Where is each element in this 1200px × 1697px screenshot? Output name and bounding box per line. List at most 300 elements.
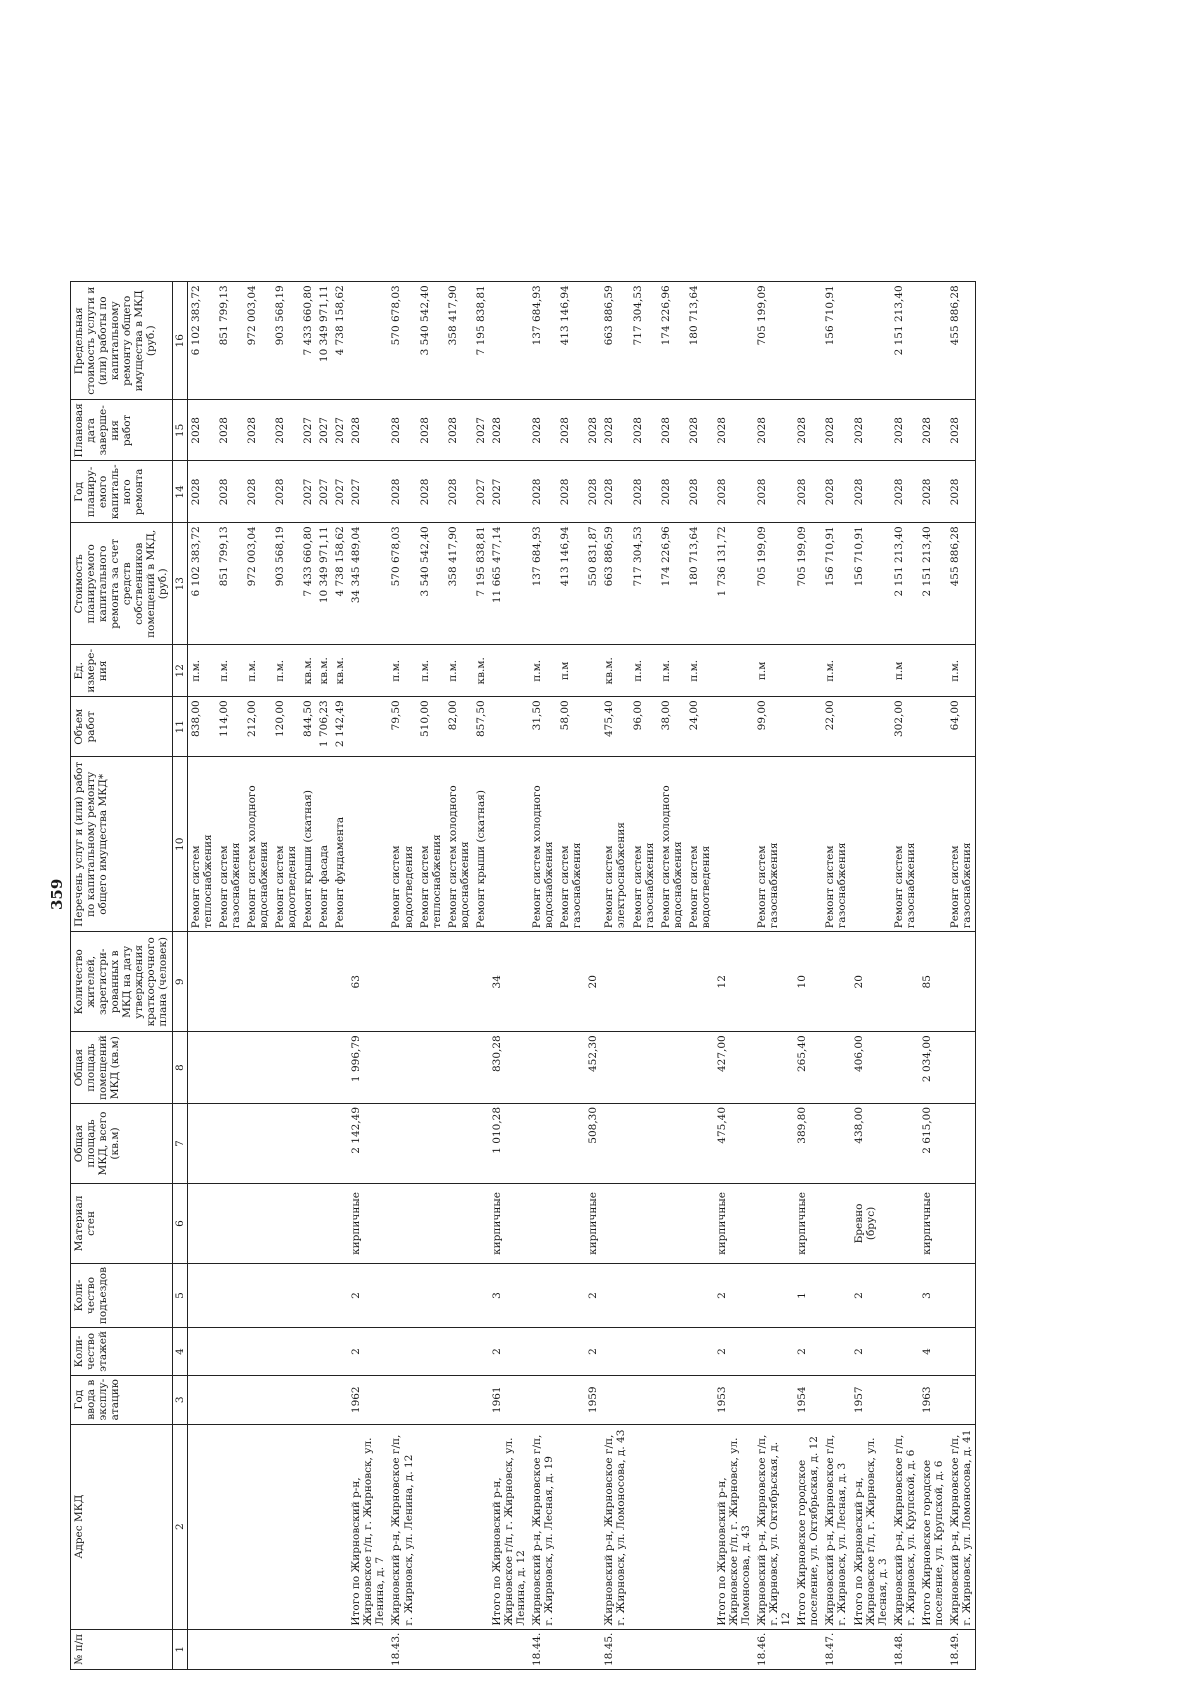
table-row <box>585 282 601 1670</box>
table-cell <box>316 1328 332 1376</box>
table-cell <box>630 1328 658 1376</box>
column-header: Количество жителей, зарегистри-рованных в МКД на дату утверждения краткосрочного плана (человек) <box>71 932 173 1032</box>
column-number: 13 <box>172 523 187 645</box>
table-cell: 389,80 <box>794 1103 822 1183</box>
table-cell: 10 349 971,11 <box>316 523 332 645</box>
table-cell <box>216 1629 244 1669</box>
table-cell: 2028 <box>714 400 754 461</box>
table-cell: 18.45. <box>601 1629 629 1669</box>
table-cell <box>187 1375 216 1424</box>
table-cell <box>187 1183 216 1263</box>
table-cell <box>244 1629 272 1669</box>
table-cell <box>919 645 947 697</box>
table-cell <box>601 932 629 1032</box>
table-cell: 2 151 213,40 <box>919 523 947 645</box>
table-cell: 20 <box>585 932 601 1032</box>
table-cell: 413 146,94 <box>557 282 585 400</box>
table-cell: 2028 <box>630 400 658 461</box>
table-cell: 2028 <box>794 461 822 523</box>
table-cell <box>417 1263 445 1327</box>
table-cell: 2028 <box>714 461 754 523</box>
table-cell <box>216 1032 244 1104</box>
table-cell: 2028 <box>947 461 976 523</box>
table-cell <box>417 1032 445 1104</box>
table-cell <box>489 757 529 932</box>
table-row <box>891 282 919 1670</box>
table-cell: 2028 <box>658 400 686 461</box>
table-cell: кирпичные <box>919 1183 947 1263</box>
table-cell: Ремонт систем газоснабжения <box>630 757 658 932</box>
table-cell: 3 540 542,40 <box>417 282 445 400</box>
column-header: Объем работ <box>71 697 173 757</box>
table-cell: 427,00 <box>714 1032 754 1104</box>
table-cell <box>529 1328 557 1376</box>
table-cell: 2 <box>348 1263 388 1327</box>
table-cell: 302,00 <box>891 697 919 757</box>
table-cell: Жирновский р-н, Жирновское г/п, г. Жирновск, ул. Ломоносова, д. 43 <box>601 1424 629 1629</box>
table-cell <box>489 1629 529 1669</box>
table-cell: 156 710,91 <box>822 282 850 400</box>
table-cell: 114,00 <box>216 697 244 757</box>
table-cell: 717 304,53 <box>630 282 658 400</box>
table-cell: 475,40 <box>714 1103 754 1183</box>
table-cell <box>794 697 822 757</box>
table-cell: 2028 <box>686 461 714 523</box>
table-cell <box>272 1629 300 1669</box>
table-cell: Ремонт систем водоотведения <box>272 757 300 932</box>
table-cell: 2028 <box>216 400 244 461</box>
table-cell: 212,00 <box>244 697 272 757</box>
table-cell: Жирновский р-н, Жирновское г/п, г. Жирновск, ул. Лесная, д. 19 <box>529 1424 557 1629</box>
table-cell: 31,50 <box>529 697 557 757</box>
table-row <box>473 282 489 1670</box>
table-cell <box>445 1032 473 1104</box>
table-cell <box>216 1375 244 1424</box>
table-cell <box>754 1103 794 1183</box>
table-cell <box>300 1032 316 1104</box>
table-cell: 2 <box>714 1328 754 1376</box>
column-number: 4 <box>172 1328 187 1376</box>
table-cell <box>601 1263 629 1327</box>
table-row <box>851 282 891 1670</box>
table-cell <box>658 1629 686 1669</box>
table-cell: 2028 <box>891 461 919 523</box>
table-cell <box>244 932 272 1032</box>
table-cell <box>300 932 316 1032</box>
table-cell <box>332 1263 348 1327</box>
table-cell <box>754 1183 794 1263</box>
table-cell <box>947 1328 976 1376</box>
table-cell <box>754 1263 794 1327</box>
table-cell <box>445 1375 473 1424</box>
table-cell: 550 831,87 <box>585 523 601 645</box>
table-cell <box>686 1375 714 1424</box>
table-cell: 358 417,90 <box>445 282 473 400</box>
table-cell <box>473 1328 489 1376</box>
column-header: Адрес МКД <box>71 1424 173 1629</box>
table-cell: 58,00 <box>557 697 585 757</box>
table-cell: 4 <box>919 1328 947 1376</box>
table-cell: 2028 <box>348 400 388 461</box>
table-cell: 265,40 <box>794 1032 822 1104</box>
table-cell <box>851 645 891 697</box>
column-number: 10 <box>172 757 187 932</box>
table-cell: Итого Жирновское городское поселение, ул. Октябрьская, д. 12 <box>794 1424 822 1629</box>
table-row <box>714 282 754 1670</box>
table-cell: п.м. <box>658 645 686 697</box>
table-cell <box>754 1375 794 1424</box>
table-cell: 2028 <box>891 400 919 461</box>
table-cell: 2028 <box>388 461 416 523</box>
table-row <box>822 282 850 1670</box>
table-cell: Жирновский р-н, Жирновское г/п, г. Жирновск, ул. Ломоносова, д. 41 <box>947 1424 976 1629</box>
table-cell: 34 <box>489 932 529 1032</box>
column-header: Общая площадь МКД, всего (кв.м) <box>71 1103 173 1183</box>
table-cell <box>388 1032 416 1104</box>
table-cell: 18.44. <box>529 1629 557 1669</box>
table-cell <box>919 697 947 757</box>
table-cell <box>473 1183 489 1263</box>
table-cell: 2 615,00 <box>919 1103 947 1183</box>
table-row <box>557 282 585 1670</box>
table-cell: 11 665 477,14 <box>489 523 529 645</box>
table-cell <box>417 1629 445 1669</box>
table-cell <box>316 1629 332 1669</box>
table-row <box>332 282 348 1670</box>
table-cell: 851 799,13 <box>216 282 244 400</box>
table-cell: 838,00 <box>187 697 216 757</box>
table-cell <box>529 1375 557 1424</box>
table-cell: 830,28 <box>489 1032 529 1104</box>
table-cell: Ремонт систем теплоснабжения <box>187 757 216 932</box>
table-cell <box>348 282 388 400</box>
table-cell: Ремонт систем холодного водоснабжения <box>529 757 557 932</box>
table-row <box>187 282 216 1670</box>
table-cell: 2028 <box>658 461 686 523</box>
table-cell: 2 151 213,40 <box>891 523 919 645</box>
table-cell <box>754 932 794 1032</box>
table-cell: 2 142,49 <box>332 697 348 757</box>
table-cell: Жирновский р-н, Жирновское г/п, г. Жирновск, ул. Лесная, д. 3 <box>822 1424 850 1629</box>
table-cell: Ремонт систем газоснабжения <box>216 757 244 932</box>
table-cell: 508,30 <box>585 1103 601 1183</box>
table-cell <box>947 932 976 1032</box>
column-header: Коли-чество этажей <box>71 1328 173 1376</box>
table-cell <box>417 1328 445 1376</box>
table-cell <box>630 1032 658 1104</box>
table-cell <box>601 1328 629 1376</box>
table-cell: 2028 <box>272 400 300 461</box>
table-cell <box>216 1424 244 1629</box>
column-number: 6 <box>172 1183 187 1263</box>
table-cell: Ремонт фундамента <box>332 757 348 932</box>
table-cell <box>489 282 529 400</box>
table-cell <box>658 1032 686 1104</box>
table-cell <box>187 1629 216 1669</box>
column-number: 14 <box>172 461 187 523</box>
column-header: Общая площадь помещений МКД (кв.м) <box>71 1032 173 1104</box>
table-cell <box>348 645 388 697</box>
table-cell <box>822 1263 850 1327</box>
table-cell <box>686 1629 714 1669</box>
table-cell: 2 <box>348 1328 388 1376</box>
table-cell: 972 003,04 <box>244 282 272 400</box>
table-cell <box>244 1263 272 1327</box>
table-cell <box>658 1263 686 1327</box>
table-cell: 851 799,13 <box>216 523 244 645</box>
table-cell: 18.48. <box>891 1629 919 1669</box>
table-cell: 1962 <box>348 1375 388 1424</box>
table-cell <box>851 282 891 400</box>
table-cell: 2028 <box>919 461 947 523</box>
table-cell <box>891 1328 919 1376</box>
table-cell <box>794 282 822 400</box>
table-cell: 99,00 <box>754 697 794 757</box>
table-cell: 1961 <box>489 1375 529 1424</box>
table-cell: 663 886,59 <box>601 282 629 400</box>
table-cell: 2028 <box>244 461 272 523</box>
table-body <box>187 282 976 1670</box>
table-cell <box>947 1263 976 1327</box>
table-cell: Ремонт систем газоснабжения <box>557 757 585 932</box>
table-row <box>794 282 822 1670</box>
table-cell <box>529 1103 557 1183</box>
table-cell: 2 <box>714 1263 754 1327</box>
column-number: 15 <box>172 400 187 461</box>
table-cell: кирпичные <box>585 1183 601 1263</box>
table-cell: Жирновский р-н, Жирновское г/п, г. Жирновск, ул. Крупской, д. 6 <box>891 1424 919 1629</box>
table-row <box>601 282 629 1670</box>
table-cell <box>658 1103 686 1183</box>
table-cell <box>630 1183 658 1263</box>
table-cell: 1 010,28 <box>489 1103 529 1183</box>
table-cell <box>585 1629 601 1669</box>
table-cell: п.м. <box>388 645 416 697</box>
table-cell: 180 713,64 <box>686 282 714 400</box>
table-cell: 2028 <box>630 461 658 523</box>
table-cell: Итого по Жирновский р-н, Жирновское г/п, г. Жирновск, ул. Ленина, д. 7 <box>348 1424 388 1629</box>
table-cell: п.м. <box>529 645 557 697</box>
table-cell <box>851 1629 891 1669</box>
table-cell: Ремонт систем газоснабжения <box>754 757 794 932</box>
table-cell <box>216 1103 244 1183</box>
table-cell <box>557 1103 585 1183</box>
table-cell: 18.43. <box>388 1629 416 1669</box>
table-cell <box>557 1375 585 1424</box>
table-cell <box>557 1328 585 1376</box>
table-cell: 180 713,64 <box>686 523 714 645</box>
table-cell <box>658 1424 686 1629</box>
table-cell: 1954 <box>794 1375 822 1424</box>
table-cell: 174 226,96 <box>658 523 686 645</box>
table-cell: 96,00 <box>630 697 658 757</box>
table-cell <box>272 1183 300 1263</box>
table-cell: 2028 <box>754 400 794 461</box>
table-cell <box>473 1375 489 1424</box>
column-header: Материал стен <box>71 1183 173 1263</box>
table-cell <box>332 932 348 1032</box>
table-cell <box>686 1032 714 1104</box>
table-cell: кв.м. <box>316 645 332 697</box>
table-cell <box>300 1375 316 1424</box>
table-cell <box>557 1032 585 1104</box>
table-cell <box>686 1103 714 1183</box>
table-cell: 2028 <box>851 461 891 523</box>
table-cell <box>529 932 557 1032</box>
repair-plan-table <box>70 281 976 1670</box>
table-cell <box>388 932 416 1032</box>
table-cell: 2 142,49 <box>348 1103 388 1183</box>
table-cell: 570 678,03 <box>388 282 416 400</box>
table-cell <box>529 1183 557 1263</box>
table-cell: 2027 <box>489 461 529 523</box>
table-cell <box>244 1103 272 1183</box>
table-cell: п.м <box>891 645 919 697</box>
table-cell <box>919 1629 947 1669</box>
table-cell <box>473 1424 489 1629</box>
table-cell <box>754 1032 794 1104</box>
table-cell <box>822 1032 850 1104</box>
table-cell: Ремонт систем холодного водоснабжения <box>445 757 473 932</box>
column-header: Ед. измере-ния <box>71 645 173 697</box>
table-cell <box>658 1328 686 1376</box>
table-cell: 2027 <box>473 400 489 461</box>
table-cell <box>445 932 473 1032</box>
table-cell <box>187 1263 216 1327</box>
table-cell: 358 417,90 <box>445 523 473 645</box>
table-cell <box>244 1375 272 1424</box>
table-row <box>630 282 658 1670</box>
table-row <box>658 282 686 1670</box>
table-cell <box>891 932 919 1032</box>
column-number: 3 <box>172 1375 187 1424</box>
table-cell <box>714 645 754 697</box>
table-cell: 7 195 838,81 <box>473 523 489 645</box>
table-cell <box>947 1103 976 1183</box>
column-number: 11 <box>172 697 187 757</box>
table-cell <box>417 1183 445 1263</box>
table-cell: 2028 <box>557 400 585 461</box>
table-cell <box>489 645 529 697</box>
table-cell <box>947 1032 976 1104</box>
column-number: 12 <box>172 645 187 697</box>
table-cell: п.м. <box>272 645 300 697</box>
table-cell: 1 706,23 <box>316 697 332 757</box>
table-cell: 438,00 <box>851 1103 891 1183</box>
table-cell <box>529 1032 557 1104</box>
table-cell <box>300 1263 316 1327</box>
table-cell <box>601 1375 629 1424</box>
table-cell <box>445 1328 473 1376</box>
table-cell: 903 568,19 <box>272 282 300 400</box>
table-cell: Ремонт крыши (скатная) <box>300 757 316 932</box>
table-cell: Ремонт систем холодного водоснабжения <box>244 757 272 932</box>
table-cell: 2028 <box>187 461 216 523</box>
table-cell: 2028 <box>445 461 473 523</box>
table-cell <box>686 1328 714 1376</box>
table-cell <box>445 1424 473 1629</box>
table-cell <box>300 1103 316 1183</box>
table-row <box>316 282 332 1670</box>
column-number: 16 <box>172 282 187 400</box>
table-cell <box>473 932 489 1032</box>
column-number: 1 <box>172 1629 187 1669</box>
table-cell: 137 684,93 <box>529 523 557 645</box>
table-cell: 18.47. <box>822 1629 850 1669</box>
table-cell <box>316 1183 332 1263</box>
table-row <box>417 282 445 1670</box>
table-cell: 2028 <box>947 400 976 461</box>
table-cell: 705 199,09 <box>754 282 794 400</box>
table-cell: 717 304,53 <box>630 523 658 645</box>
table-cell <box>686 1183 714 1263</box>
table-cell <box>822 1328 850 1376</box>
table-cell: 2028 <box>794 400 822 461</box>
table-cell: 2028 <box>851 400 891 461</box>
table-cell: 2027 <box>332 461 348 523</box>
table-cell: 857,50 <box>473 697 489 757</box>
table-cell <box>891 1183 919 1263</box>
table-cell <box>316 1375 332 1424</box>
table-cell: 2028 <box>445 400 473 461</box>
table-cell <box>216 1183 244 1263</box>
table-cell: п.м. <box>244 645 272 697</box>
table-cell: 2 <box>585 1263 601 1327</box>
table-cell: 705 199,09 <box>794 523 822 645</box>
table-cell: Итого по Жирновский р-н, Жирновское г/п, г. Жирновск, ул. Ленина, д. 12 <box>489 1424 529 1629</box>
table-cell: 1957 <box>851 1375 891 1424</box>
table-cell: 2028 <box>601 461 629 523</box>
table-cell: 24,00 <box>686 697 714 757</box>
table-row <box>348 282 388 1670</box>
table-cell: 120,00 <box>272 697 300 757</box>
table-cell: Ремонт фасада <box>316 757 332 932</box>
table-cell: 2027 <box>332 400 348 461</box>
table-cell: 156 710,91 <box>851 523 891 645</box>
table-cell <box>891 1103 919 1183</box>
table-cell <box>947 1375 976 1424</box>
table-row <box>529 282 557 1670</box>
table-row <box>919 282 947 1670</box>
column-number: 5 <box>172 1263 187 1327</box>
table-cell <box>557 1263 585 1327</box>
table-cell: п.м. <box>822 645 850 697</box>
table-cell <box>272 932 300 1032</box>
table-cell: 34 345 489,04 <box>348 523 388 645</box>
table-cell <box>388 1375 416 1424</box>
table-cell <box>529 1263 557 1327</box>
table-cell <box>630 1629 658 1669</box>
table-cell: Итого по Жирновский р-н, Жирновское г/п, г. Жирновск, ул. Лесная, д. 3 <box>851 1424 891 1629</box>
table-cell: кирпичные <box>794 1183 822 1263</box>
table-cell: 705 199,09 <box>754 523 794 645</box>
table-cell <box>891 1263 919 1327</box>
table-cell: 2028 <box>822 400 850 461</box>
table-cell: 2028 <box>529 400 557 461</box>
table-cell: 972 003,04 <box>244 523 272 645</box>
table-cell <box>557 1183 585 1263</box>
table-cell: 2 151 213,40 <box>891 282 919 400</box>
table-cell <box>601 1183 629 1263</box>
table-cell: 2027 <box>473 461 489 523</box>
table-cell: кв.м. <box>601 645 629 697</box>
table-cell <box>300 1629 316 1669</box>
table-cell: 2028 <box>585 461 601 523</box>
table-cell <box>316 1263 332 1327</box>
table-cell: 2028 <box>244 400 272 461</box>
table-cell <box>686 932 714 1032</box>
table-cell: Итого по Жирновский р-н, Жирновское г/п, г. Жирновск, ул. Ломоносова, д. 43 <box>714 1424 754 1629</box>
